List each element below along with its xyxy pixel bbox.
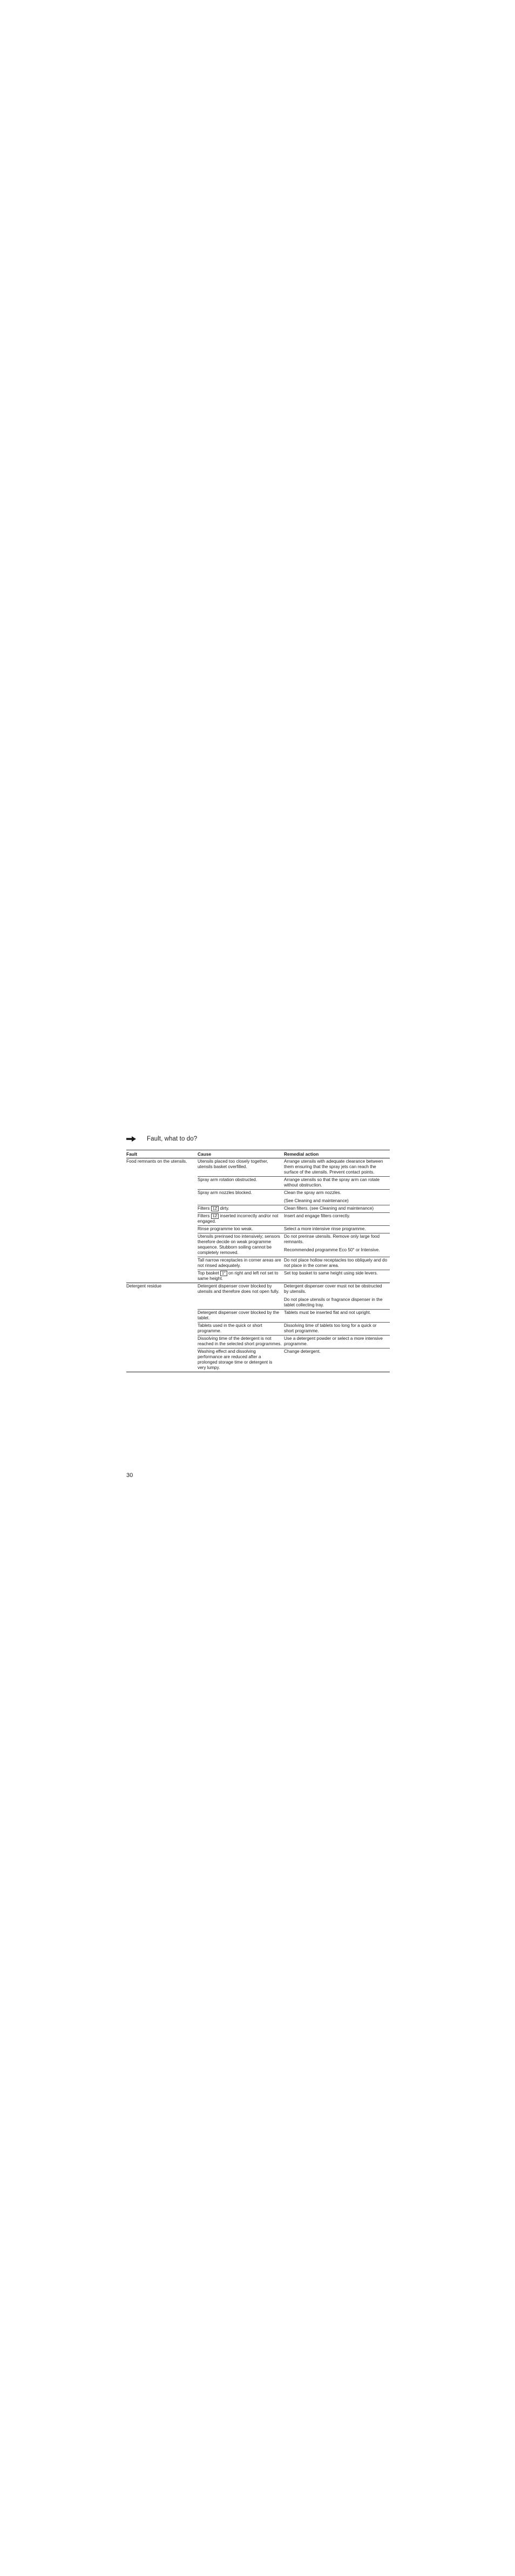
remedy-cell	[284, 1205, 390, 1213]
remedy-text: Clean filters. (see Cleaning and maintenance)	[284, 1206, 374, 1211]
section-heading	[126, 1135, 197, 1143]
cause-text: dirty.	[219, 1206, 229, 1211]
cause-cell: Spray arm rotation obstructed.	[198, 1177, 284, 1190]
remedy-text: Do not place hollow receptacles too obliquely and do not place in the corner area.	[284, 1258, 388, 1268]
cause-cell: Tablets used in the quick or short programme.	[198, 1323, 284, 1336]
remedy-cell	[284, 1348, 390, 1372]
remedy-cell	[284, 1213, 390, 1226]
remedy-text: Dissolving time of tablets too long for a quick or short programme.	[284, 1323, 377, 1333]
table-header-row	[126, 1150, 390, 1158]
cause-cell: Detergent dispenser cover blocked by utensils and therefore does not open fully.	[198, 1283, 284, 1310]
remedy-cell	[284, 1336, 390, 1348]
fault-cell: Detergent residue	[126, 1283, 198, 1372]
cause-cell: Rinse programme too weak.	[198, 1226, 284, 1233]
cause-cell	[198, 1205, 284, 1213]
remedy-cell	[284, 1257, 390, 1270]
remedy-text: Arrange utensils so that the spray arm can rotate without obstruction.	[284, 1177, 380, 1188]
remedy-text: Select a more intensive rinse programme.	[284, 1226, 366, 1231]
remedy-cell	[284, 1323, 390, 1336]
remedy-cell	[284, 1226, 390, 1233]
cause-text: Filters	[198, 1213, 211, 1218]
remedy-text: Do not place utensils or fragrance dispenser in the tablet collecting tray.	[284, 1297, 383, 1307]
cause-cell	[198, 1213, 284, 1226]
part-reference-box: 1"	[220, 1271, 227, 1276]
remedy-cell	[284, 1283, 390, 1310]
cause-cell: Utensils prerinsed too intensively; sensors therefore decide on weak programme sequence. Stubborn soiling cannot be completely removed.	[198, 1233, 284, 1257]
remedy-cell	[284, 1233, 390, 1257]
remedy-cell	[284, 1177, 390, 1190]
remedy-text: Set top basket to same height using side levers.	[284, 1271, 378, 1276]
column-header-cause: Cause	[198, 1150, 284, 1158]
remedy-text: Detergent dispenser cover must not be obstructed by utensils.	[284, 1284, 382, 1294]
cause-cell: Tall narrow receptacles in corner areas are not rinsed adequately.	[198, 1257, 284, 1270]
part-reference-box: 1Z	[211, 1213, 219, 1219]
cause-text: inserted incorrectly and/or not engaged.	[198, 1213, 279, 1224]
table-row	[126, 1283, 390, 1310]
remedy-text: Arrange utensils with adequate clearance between them ensuring that the spray jets can reach the surface of the utensils. Prevent contact points.	[284, 1159, 383, 1175]
remedy-text: Clean the spray arm nozzles.	[284, 1190, 342, 1195]
table-row	[126, 1158, 390, 1177]
remedy-cell	[284, 1190, 390, 1205]
remedy-text: Change detergent.	[284, 1349, 321, 1354]
page-number: 30	[126, 1472, 133, 1479]
remedy-cell	[284, 1270, 390, 1283]
column-header-fault: Fault	[126, 1150, 198, 1158]
part-reference-box: 1Z	[211, 1206, 219, 1211]
section-title: Fault, what to do?	[147, 1136, 198, 1142]
remedy-text: Use a detergent powder or select a more intensive programme.	[284, 1336, 383, 1346]
fault-cell: Food remnants on the utensils.	[126, 1158, 198, 1283]
remedy-text: Insert and engage filters correctly.	[284, 1213, 350, 1218]
column-header-remedy: Remedial action	[284, 1150, 390, 1158]
cause-cell: Washing effect and dissolving performance are reduced after a prolonged storage time or detergent is very lumpy.	[198, 1348, 284, 1372]
cause-cell	[198, 1270, 284, 1283]
fault-table	[126, 1150, 390, 1372]
cause-cell: Spray arm nozzles blocked.	[198, 1190, 284, 1205]
cause-cell: Dissolving time of the detergent is not reached in the selected short programmes.	[198, 1336, 284, 1348]
cause-cell: Detergent dispenser cover blocked by the tablet.	[198, 1310, 284, 1323]
cause-text: on right and left not set to same height.	[198, 1271, 279, 1281]
remedy-text: Do not prerinse utensils. Remove only large food remnants.	[284, 1234, 380, 1244]
arrow-right-icon	[126, 1136, 136, 1142]
cause-text: Filters	[198, 1206, 211, 1211]
table-body	[126, 1158, 390, 1372]
remedy-cell	[284, 1310, 390, 1323]
remedy-text: (See Cleaning and maintenance)	[284, 1198, 349, 1203]
cause-cell: Utensils placed too closely together, utensils basket overfilled.	[198, 1158, 284, 1177]
cause-text: Top basket	[198, 1271, 220, 1276]
remedy-text: Recommended programme Eco 50° or Intensive.	[284, 1247, 380, 1252]
remedy-text: Tablets must be inserted flat and not upright.	[284, 1310, 371, 1315]
remedy-cell	[284, 1158, 390, 1177]
